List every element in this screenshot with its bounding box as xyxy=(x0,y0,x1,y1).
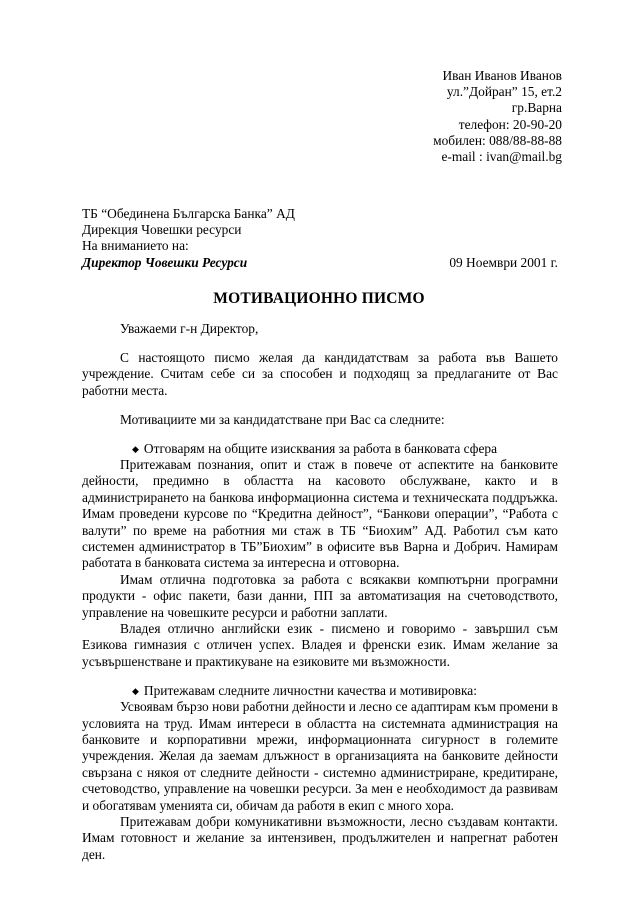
sender-phone: телефон: 20-90-20 xyxy=(458,116,562,132)
bullet-text: Притежавам следните личностни качества и мотивировка: xyxy=(143,682,477,698)
letter-title: МОТИВАЦИОННО ПИСМО xyxy=(213,290,425,307)
recipient-person: Директор Човешки Ресурси xyxy=(82,254,248,270)
paragraph-communication: Притежавам добри комуникативни възможности, лесно създавам контакти. Имам готовност и желание за интензивен, продължителен и напрегнат работен ден. xyxy=(82,813,558,862)
sender-email: e-mail : ivan@mail.bg xyxy=(441,149,562,165)
paragraph-experience: Притежавам познания, опит и стаж в повече от аспектите на банковите дейности, предимно в областта на касовото обслужване, както и в администрирането на банкова информационна система и техническата поддръжка. Имам проведени курсове по “Кредитна дейност”, “Банкови операции”, “Работа с валути” по време на работния ми стаж в ТБ “Биохим” АД. Работил съм като системен администратор в ТБ”Биохим” в офисите във Варна и Добрич. Намирам работата в банковата система за интересна и отговорна. xyxy=(82,456,558,571)
sender-name: Иван Иванов Иванов xyxy=(442,68,562,83)
recipient-block xyxy=(82,206,295,271)
paragraph-intro: С настоящото писмо желая да кандидатствам за работа във Вашето учреждение. Считам себе си за способен и подходящ за предлаганите от Вас работни места. xyxy=(82,349,558,398)
diamond-bullet-icon: ◆ xyxy=(132,443,139,454)
paragraph-computer-skills: Имам отлична подготовка за работа с всякакви компютърни програмни продукти - офис пакети, бази данни, ПП за автоматизация на счетоводството, управление на човешките ресурси и работни заплати. xyxy=(82,571,558,620)
letter-date: 09 Ноември 2001 г. xyxy=(449,255,558,270)
recipient-bank: ТБ “Обединена Българска Банка” АД xyxy=(82,206,295,221)
recipient-department: Дирекция Човешки ресурси xyxy=(82,222,242,238)
letter-body xyxy=(82,321,558,863)
sender-address-block xyxy=(433,68,562,165)
diamond-bullet-icon: ◆ xyxy=(132,685,139,696)
salutation: Уважаеми г-н Директор, xyxy=(120,321,259,336)
paragraph-languages: Владея отлично английски език - писмено и говоримо - завършил съм Езикова гимназия с отличен успех. Владея и френски език. Имам желание за усъвършенстване и практикуване на езиковите ми възможности. xyxy=(82,621,558,669)
bullet-item xyxy=(82,441,558,457)
paragraph-personal-qualities: Усвоявам бързо нови работни дейности и лесно се адаптирам към промени в условията на труд. Имам интереси в областта на системната администрация на банковите и корпоративни мрежи, информационната сигурност в големите учреждения. Желая да заемам длъжност в организацията на банковите дейности свързана с някоя от следните дейности - системно администриране, кредитиране, счетоводство, управление на човешки ресурси. За мен е необходимост да развивам и обогатявам уменията си, обичам да работя в екип с много хора. xyxy=(82,699,558,813)
sender-street: ул.”Дойран” 15, ет.2 xyxy=(446,84,562,100)
bullet-text: Отговарям на общите изисквания за работа в банковата сфера xyxy=(143,440,498,456)
recipient-attention: На вниманието на: xyxy=(82,238,189,254)
bullet-item xyxy=(82,683,558,699)
paragraph-motives-intro: Мотивациите ми за кандидатстване при Вас са следните: xyxy=(120,411,445,427)
sender-city: гр.Варна xyxy=(511,100,562,116)
sender-mobile: мобилен: 088/88-88-88 xyxy=(433,132,562,148)
